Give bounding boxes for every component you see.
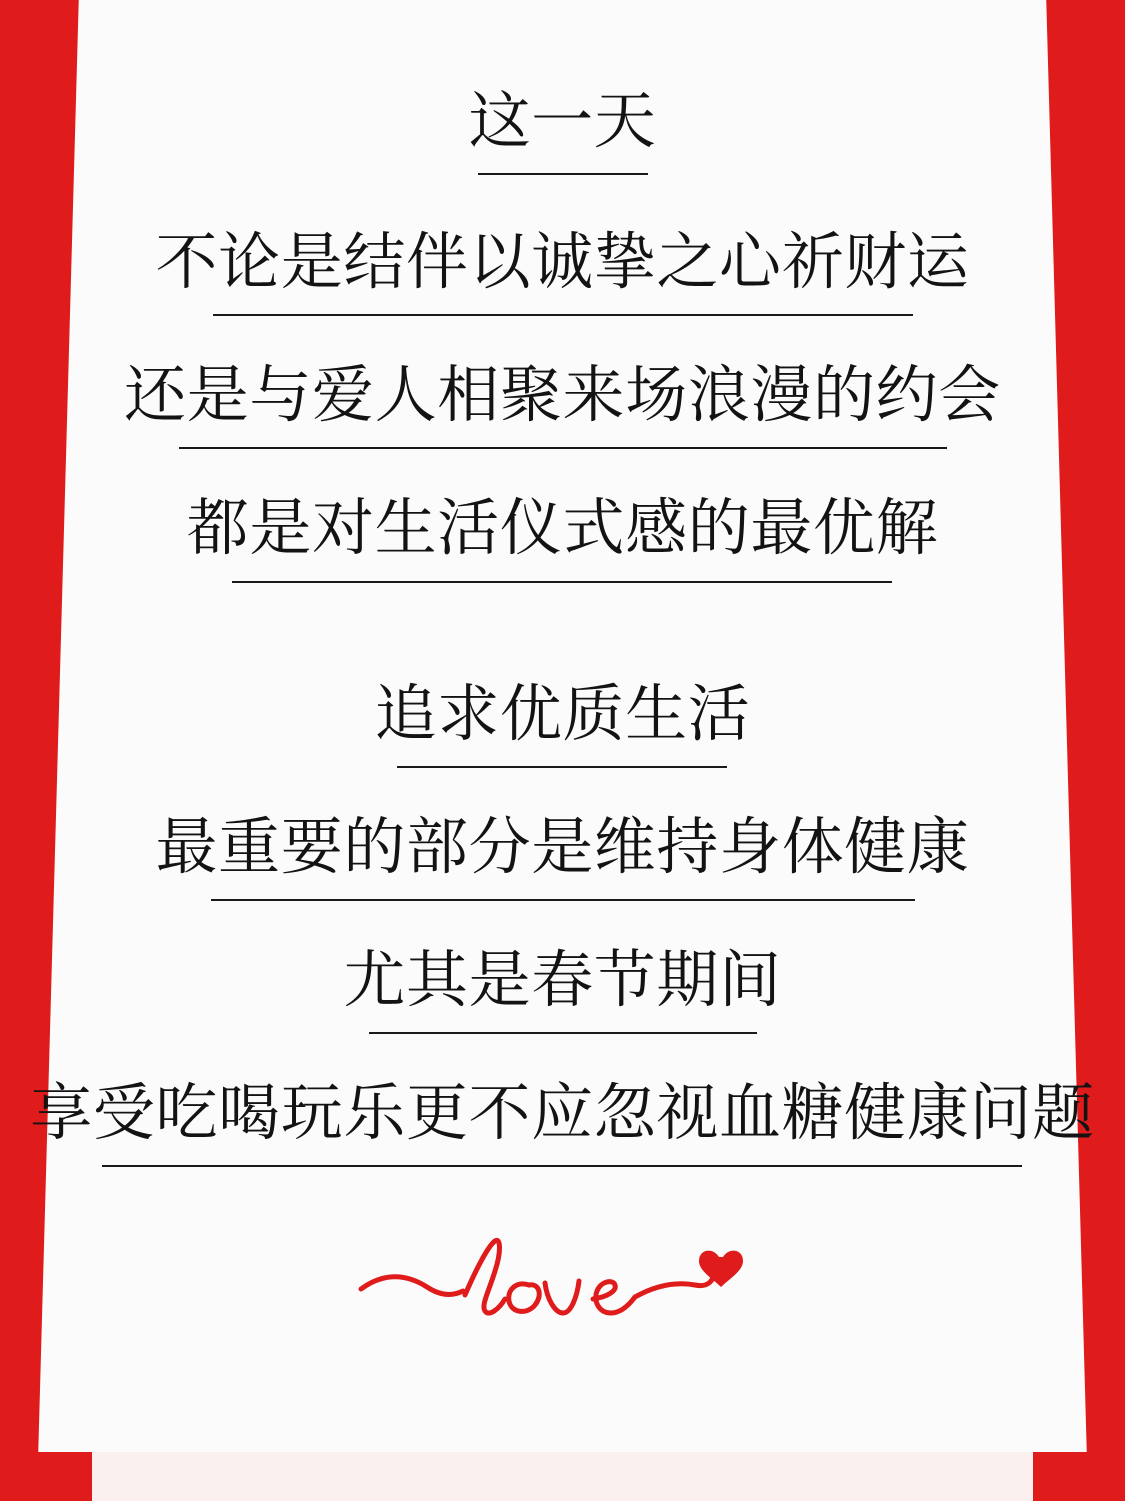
text-line-2	[155, 227, 969, 316]
love-signature	[353, 1227, 773, 1337]
underline-rule	[478, 173, 648, 175]
text-line-3	[124, 360, 1001, 449]
text-line-8	[30, 1078, 1095, 1167]
underline-rule	[397, 766, 727, 768]
line-text: 享受吃喝玩乐更不应忽视血糖健康问题	[30, 1080, 1095, 1149]
line-text: 追求优质生活	[374, 680, 751, 749]
bottom-strip-inner	[92, 1452, 1033, 1501]
line-text: 最重要的部分是维持身体健康	[155, 813, 970, 882]
line-text: 这一天	[468, 88, 657, 156]
bottom-strip	[0, 1452, 1125, 1501]
text-line-7	[343, 945, 781, 1034]
line-text: 不论是结伴以诚挚之心祈财运	[155, 229, 970, 298]
line-text: 还是与爱人相聚来场浪漫的约会	[124, 362, 1001, 431]
text-line-5	[375, 679, 751, 768]
line-text: 都是对生活仪式感的最优解	[186, 495, 939, 564]
underline-rule	[179, 447, 947, 449]
underline-rule	[369, 1032, 757, 1034]
text-line-4	[187, 493, 938, 582]
text-line-6	[155, 812, 969, 901]
underline-rule	[211, 899, 915, 901]
underline-rule	[213, 314, 913, 316]
love-script-icon	[353, 1227, 773, 1337]
underline-rule	[102, 1165, 1022, 1167]
line-text: 尤其是春节期间	[343, 946, 782, 1015]
heart-icon	[699, 1251, 743, 1287]
text-line-title	[469, 86, 657, 175]
underline-rule	[232, 581, 892, 583]
